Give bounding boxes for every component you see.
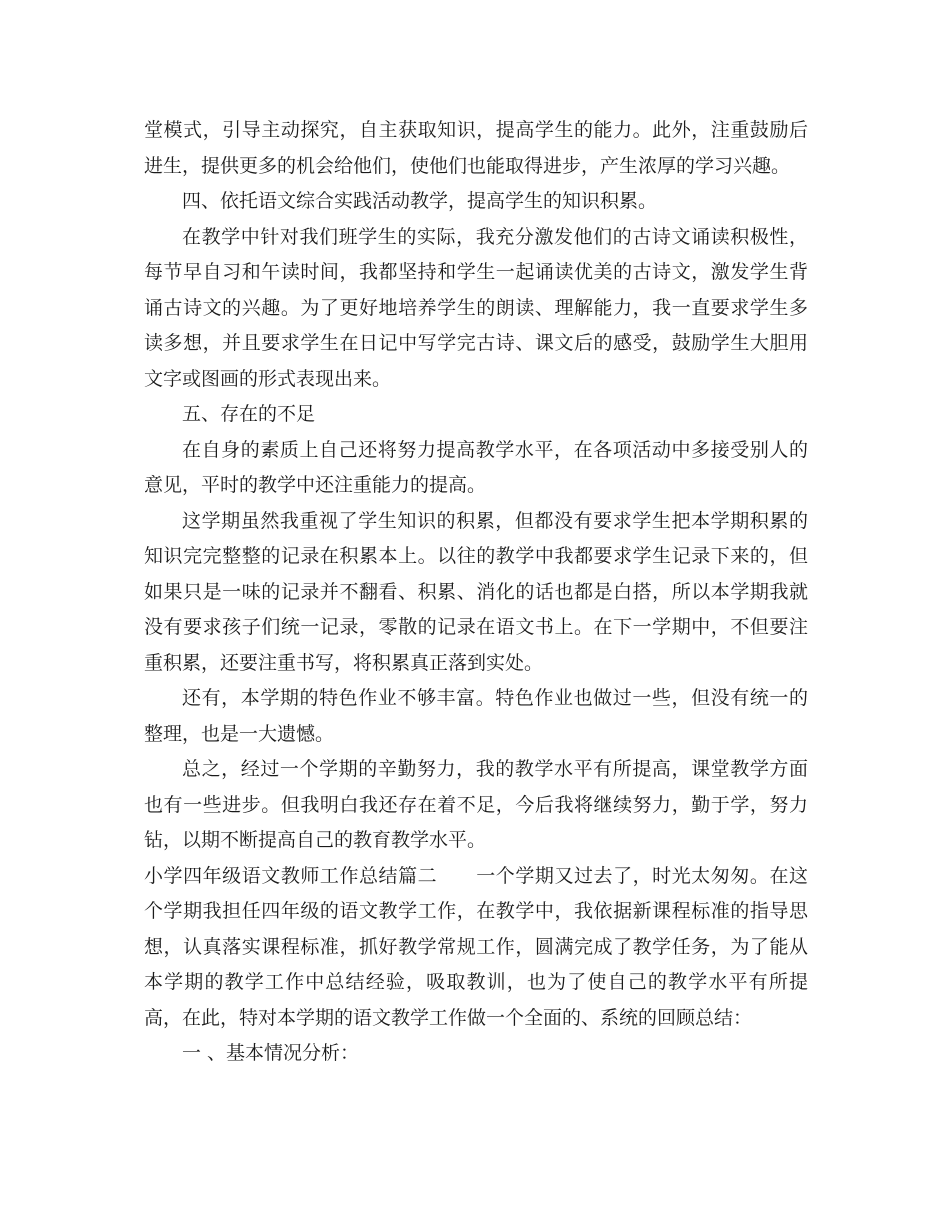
paragraph-teaching-mode: 堂模式，引导主动探究，自主获取知识，提高学生的能力。此外，注重鼓励后进生，提供更多的机会给他们，使他们也能取得进步，产生浓厚的学习兴趣。 [144, 119, 808, 177]
section-heading-four: 四、依托语文综合实践活动教学，提高学生的知识积累。 [182, 190, 658, 212]
paragraph-conclusion: 总之，经过一个学期的辛勤努力，我的教学水平有所提高，课堂教学方面也有一些进步。但我明白我还存在着不足，今后我将继续努力，勤于学，努力钻，以期不断提高自己的教育教学水平。 [144, 758, 808, 851]
section-heading-basic-analysis: 一 、基本情况分析： [182, 1042, 360, 1064]
paragraph-poetry-reading: 在教学中针对我们班学生的实际，我充分激发他们的古诗文诵读积极性，每节早自习和午读时间，我都坚持和学生一起诵读优美的古诗文，激发学生背诵古诗文的兴趣。为了更好地培养学生的朗读、理解能力，我一直要求学生多读多想，并且要求学生在日记中写学完古诗、课文后的感受，鼓励学生大胆用文字或图画的形式表现出来。 [144, 225, 808, 390]
paragraph-knowledge-accumulation: 这学期虽然我重视了学生知识的积累，但都没有要求学生把本学期积累的知识完完整整的记录在积累本上。以往的教学中我都要求学生记录下来的，但如果只是一味的记录并不翻看、积累、消化的话也都是白搭，所以本学期我就没有要求孩子们统一记录，零散的记录在语文书上。在下一学期中，不但要注重积累，还要注重书写，将积累真正落到实处。 [144, 509, 808, 674]
section-heading-five: 五、存在的不足 [182, 403, 316, 425]
paragraph-self-improvement: 在自身的素质上自己还将努力提高教学水平，在各项活动中多接受别人的意见，平时的教学中还注重能力的提高。 [144, 438, 808, 496]
document-page [144, 113, 808, 1072]
paragraph-part-two-intro: 小学四年级语文教师工作总结篇二 一个学期又过去了，时光太匆匆。在这个学期我担任四年级的语文教学工作，在教学中，我依据新课程标准的指导思想，认真落实课程标准，抓好教学常规工作，圆满完成了教学任务，为了能从本学期的教学工作中总结经验，吸取教训，也为了使自己的教学水平有所提高，在此，特对本学期的语文教学工作做一个全面的、系统的回顾总结： [144, 864, 808, 1029]
paragraph-special-homework: 还有，本学期的特色作业不够丰富。特色作业也做过一些，但没有统一的整理，也是一大遗憾。 [144, 687, 808, 745]
